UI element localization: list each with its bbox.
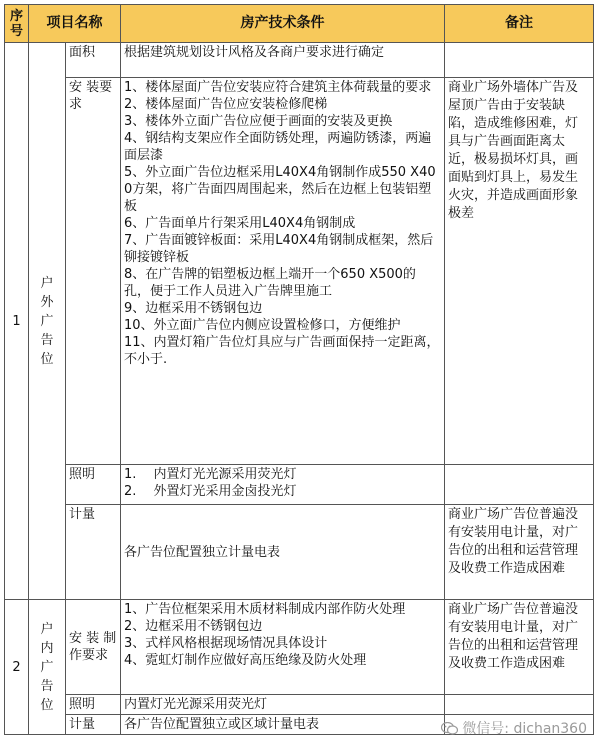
conditions-cell xyxy=(121,465,445,505)
sub-item-name: 安 装 制 作要求 xyxy=(66,600,121,695)
sub-item-name: 安 装要求 xyxy=(66,78,121,465)
condition-line: 3、楼体外立面广告位应便于画面的安装及更换 xyxy=(124,114,393,129)
condition-line: 8、在广告牌的铝塑板边框上端开一个650 X500的孔，便于工作人员进入广告牌里施工 xyxy=(124,267,416,299)
condition-line: 6、广告面单片行架采用L40X4角钢制成 xyxy=(124,216,356,231)
header-row xyxy=(5,5,594,43)
sub-item-name: 照明 xyxy=(66,465,121,505)
condition-line: 3、式样风格根据现场情况具体设计 xyxy=(124,636,328,651)
condition-line: 10、外立面广告位内侧应设置检修口，方便维护 xyxy=(124,318,401,333)
table-row xyxy=(5,78,594,465)
header-item: 项目名称 xyxy=(29,5,121,43)
condition-line: 11、内置灯箱广告位灯具应与广告画面保持一定距离，不小于. xyxy=(124,335,440,367)
condition-line: 9、边框采用不锈钢包边 xyxy=(124,301,263,316)
condition-line: 根据建筑规划设计风格及各商户要求进行确定 xyxy=(124,45,385,60)
condition-line: 5、外立面广告位边框采用L40X4角钢制作成550 X400方架，将广告面四周围起来，然后在边框上包装铝塑板 xyxy=(124,165,436,214)
condition-line: 1、广告位框架采用木质材料制成内部作防火处理 xyxy=(124,602,406,617)
header-seq: 序号 xyxy=(5,5,29,43)
watermark-text: 微信号: dichan360 xyxy=(462,721,587,737)
table-row xyxy=(5,695,594,715)
header-conditions: 房产技术条件 xyxy=(121,5,445,43)
wechat-icon xyxy=(441,722,458,735)
watermark xyxy=(441,718,587,738)
table-row xyxy=(5,505,594,600)
category-cell xyxy=(29,600,66,735)
conditions-cell xyxy=(121,78,445,465)
spec-table xyxy=(4,4,594,735)
condition-line: 4、霓虹灯制作应做好高压绝缘及防火处理 xyxy=(124,653,367,668)
remark-cell xyxy=(445,43,594,78)
remark-cell xyxy=(445,465,594,505)
condition-line: 1. 内置灯光光源采用荧光灯 xyxy=(124,467,297,482)
remark-cell xyxy=(445,695,594,715)
table-row xyxy=(5,600,594,695)
remark-cell: 商业广场广告位普遍没有安装用电计量，对广告位的出租和运营管理及收费工作造成困难 xyxy=(445,505,594,600)
condition-line: 2、楼体屋面广告位应安装检修爬梯 xyxy=(124,97,328,112)
conditions-cell xyxy=(121,695,445,715)
condition-line: 内置灯光光源采用荧光灯 xyxy=(124,697,268,712)
sub-item-name: 计量 xyxy=(66,715,121,735)
condition-line: 各广告位配置独立或区域计量电表 xyxy=(124,717,320,732)
row-number: 2 xyxy=(5,600,29,735)
sub-item-name: 计量 xyxy=(66,505,121,600)
conditions-cell xyxy=(121,715,445,735)
condition-line: 1、楼体屋面广告位安装应符合建筑主体荷载量的要求 xyxy=(124,80,432,95)
header-remarks: 备注 xyxy=(445,5,594,43)
condition-line: 各广告位配置独立计量电表 xyxy=(124,544,281,560)
category-cell xyxy=(29,43,66,600)
remark-cell: 商业广场广告位普遍没有安装用电计量，对广告位的出租和运营管理及收费工作造成困难 xyxy=(445,600,594,695)
category-label: 户外广告位 xyxy=(40,275,54,367)
condition-line: 2. 外置灯光采用金卤投光灯 xyxy=(124,484,297,499)
condition-line: 4、钢结构支架应作全面防锈处理，两遍防锈漆，两遍面层漆 xyxy=(124,131,432,163)
condition-line: 2、边框采用不锈钢包边 xyxy=(124,619,263,634)
sub-item-name: 面积 xyxy=(66,43,121,78)
table-row xyxy=(5,465,594,505)
sub-item-name: 照明 xyxy=(66,695,121,715)
conditions-cell xyxy=(121,43,445,78)
table-row xyxy=(5,43,594,78)
conditions-cell xyxy=(121,600,445,695)
condition-line: 7、广告面镀锌板面：采用L40X4角钢制成框架，然后铆接镀锌板 xyxy=(124,233,434,265)
category-label: 户内广告位 xyxy=(40,621,54,713)
row-number: 1 xyxy=(5,43,29,600)
remark-cell: 商业广场外墙体广告及屋顶广告由于安装缺陷，造成维修困难，灯具与广告画面距离太近，极易损坏灯具，画面贴到灯具上，易发生火灾，并造成画面形象极差 xyxy=(445,78,594,465)
conditions-cell xyxy=(121,505,445,600)
